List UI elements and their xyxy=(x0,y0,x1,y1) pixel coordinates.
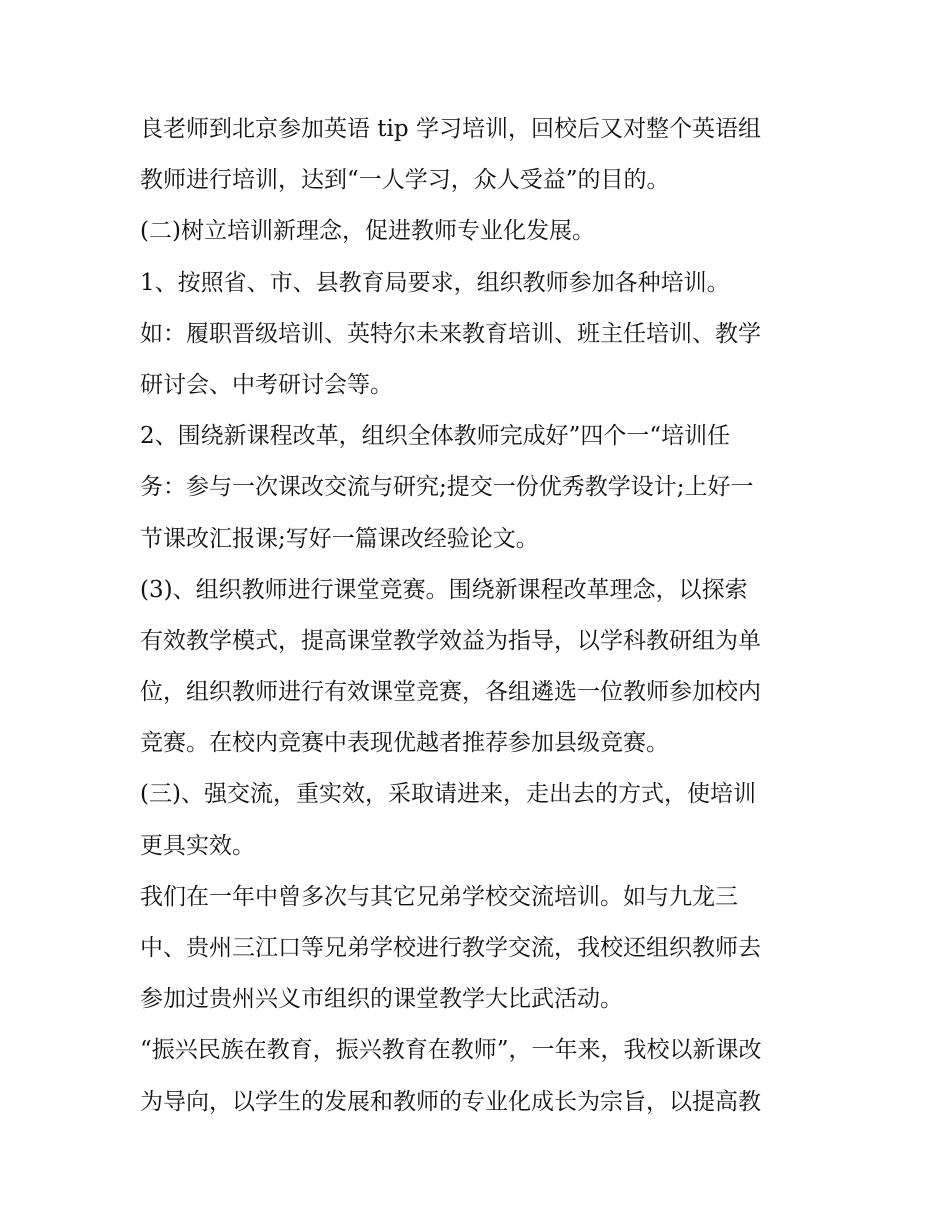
text-line: (3)、组织教师进行课堂竞赛。围绕新课程改革理念，以探索 xyxy=(140,576,748,603)
text-line: 有效教学模式，提高课堂教学效益为指导，以学科教研组为单 xyxy=(140,627,761,654)
text-line: “振兴民族在教育，振兴教育在教师”，一年来，我校以新课改 xyxy=(140,1037,762,1064)
text-line: 节课改汇报课;写好一篇课改经验论文。 xyxy=(140,525,539,552)
text-line: 如：履职晋级培训、英特尔未来教育培训、班主任培训、教学 xyxy=(140,320,761,347)
text-line: 研讨会、中考研讨会等。 xyxy=(140,371,393,398)
text-line: 更具实效。 xyxy=(140,832,255,859)
section-heading: (三)、强交流，重实效，采取请进来，走出去的方式，使培训 xyxy=(140,781,756,808)
text-line: 教师进行培训，达到“一人学习，众人受益”的目的。 xyxy=(140,167,670,194)
text-line: 2、围绕新课程改革，组织全体教师完成好”四个一“培训任 xyxy=(140,423,731,450)
text-line: 位，组织教师进行有效课堂竞赛，各组遴选一位教师参加校内 xyxy=(140,679,761,706)
text-line: 我们在一年中曾多次与其它兄弟学校交流培训。如与九龙三 xyxy=(140,883,738,910)
document-body xyxy=(140,104,820,1128)
text-line: 务：参与一次课改交流与研究;提交一份优秀教学设计;上好一 xyxy=(140,474,754,501)
text-line: 良老师到北京参加英语 tip 学习培训，回校后又对整个英语组 xyxy=(140,116,761,142)
text-line: 参加过贵州兴义市组织的课堂教学大比武活动。 xyxy=(140,986,623,1013)
section-heading: (二)树立培训新理念，促进教师专业化发展。 xyxy=(140,218,595,245)
text-line: 中、贵州三江口等兄弟学校进行教学交流，我校还组织教师去 xyxy=(140,935,761,961)
text-line: 竞赛。在校内竞赛中表现优越者推荐参加县级竞赛。 xyxy=(140,730,669,757)
text-line: 为导向，以学生的发展和教师的专业化成长为宗旨，以提高教 xyxy=(140,1088,761,1115)
text-line: 1、按照省、市、县教育局要求，组织教师参加各种培训。 xyxy=(140,269,730,296)
